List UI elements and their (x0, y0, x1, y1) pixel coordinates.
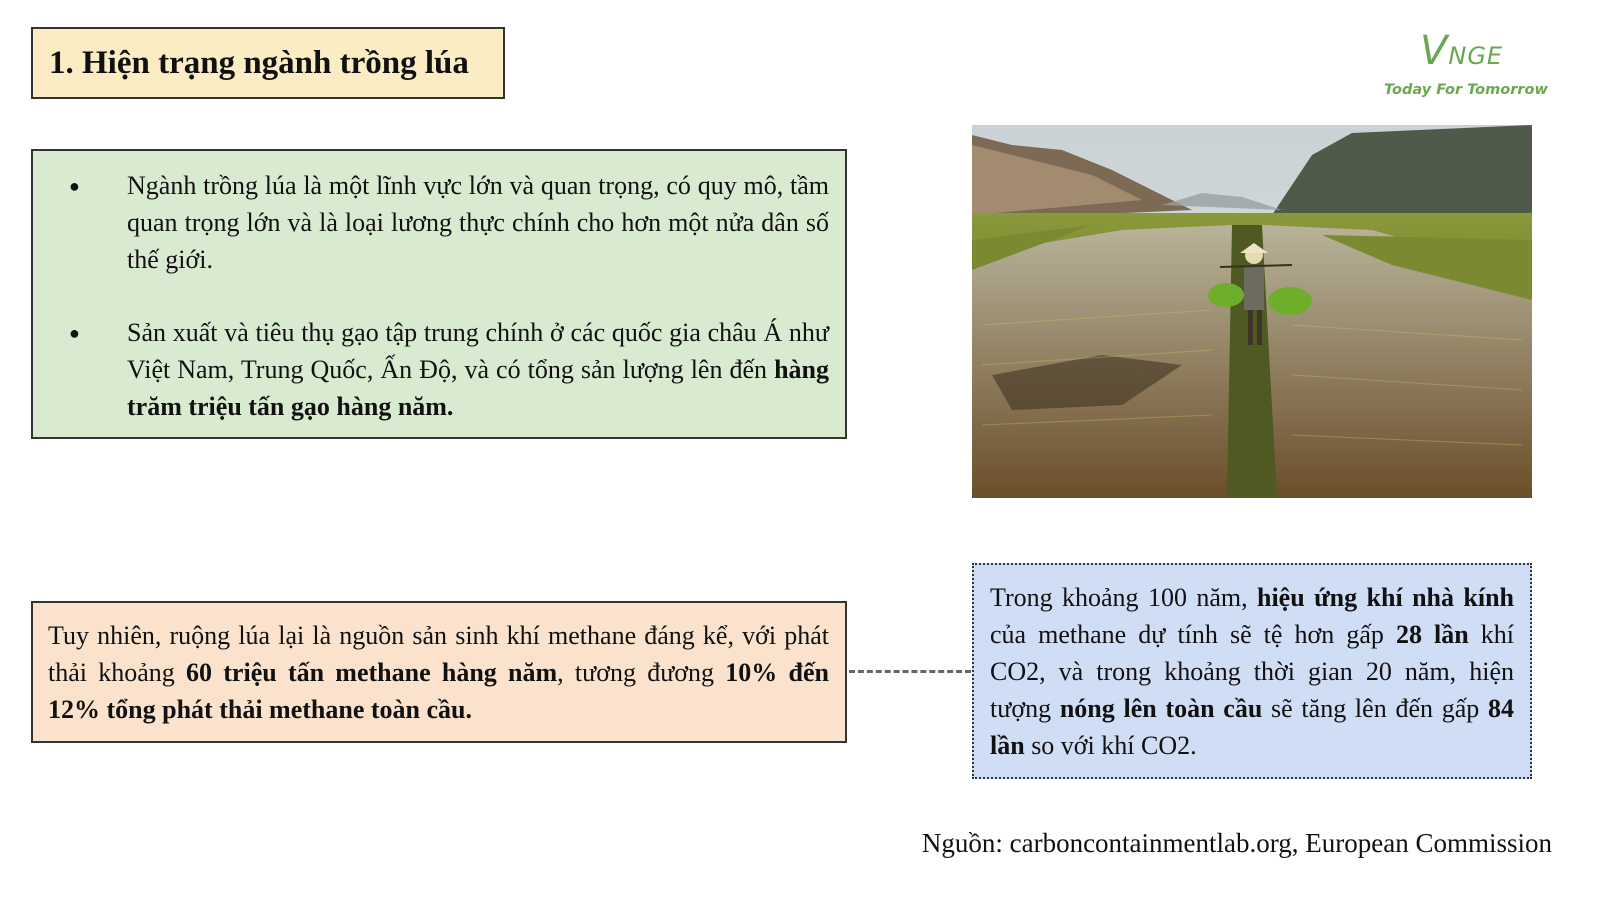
source-citation: Nguồn: carboncontainmentlab.org, European Commission (921, 828, 1552, 858)
rice-field-photo (972, 125, 1532, 498)
logo-wordmark: VNGE (1420, 28, 1504, 74)
methane-emission-box: Tuy nhiên, ruộng lúa lại là nguồn sản sinh khí methane đáng kể, với phát thải khoảng 60 triệu tấn methane hàng năm, tương đương 10% đến 12% tổng phát thải methane toàn cầu. (31, 601, 847, 743)
bullet-text: Ngành trồng lúa là một lĩnh vực lớn và quan trọng, có quy mô, tầm quan trọng lớn và là loại lương thực chính cho hơn một nửa dân số thế giới. (127, 171, 829, 274)
bullet-dot: ● (69, 176, 80, 196)
logo-tagline: Today For Tomorrow (1384, 82, 1548, 98)
bullet-text: Sản xuất và tiêu thụ gạo tập trung chính ở các quốc gia châu Á như Việt Nam, Trung Quốc, Ấn Độ, và có tổng sản lượng lên đến hàng trăm triệu tấn gạo hàng năm. (127, 318, 829, 421)
vnge-logo (1384, 18, 1560, 108)
bullet-item (69, 314, 829, 425)
rice-overview-box (31, 149, 847, 439)
greenhouse-effect-box: Trong khoảng 100 năm, hiệu ứng khí nhà kính của methane dự tính sẽ tệ hơn gấp 28 lần khí CO2, và trong khoảng thời gian 20 năm, hiện tượng nóng lên toàn cầu sẽ tăng lên đến gấp 84 lần so với khí CO2. (972, 563, 1532, 779)
bullet-item (69, 167, 829, 278)
dashed-connector (849, 670, 971, 673)
bullet-dot: ● (69, 323, 80, 343)
slide-title: 1. Hiện trạng ngành trồng lúa (31, 27, 505, 99)
